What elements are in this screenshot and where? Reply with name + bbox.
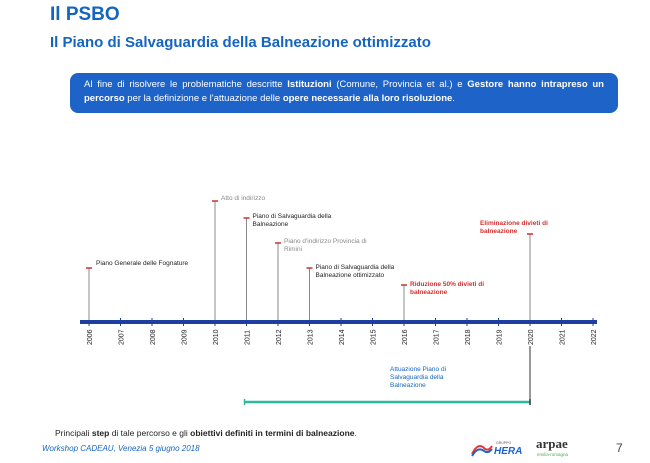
hera-logo-small: GRUPPO xyxy=(496,441,512,445)
banner-text: Al fine di risolvere le problematiche descritte xyxy=(84,79,288,90)
footer-note-bold: obiettivi definiti in termini di balneazione xyxy=(190,428,355,438)
year-label: 2019 xyxy=(496,329,504,345)
year-label: 2010 xyxy=(213,329,220,345)
event-label-text: Piano d'indirizzo Provincia di Rimini xyxy=(284,238,367,253)
year-label: 2016 xyxy=(402,329,409,345)
event-label-text: Piano Generale delle Fognature xyxy=(96,260,189,267)
banner-bold: Istituzioni xyxy=(287,79,332,90)
banner-text: . xyxy=(452,93,455,104)
event-label-text: Riduzione 50% divieti di balneazione xyxy=(410,281,485,296)
footer-note-text: . xyxy=(354,428,357,438)
footer-note xyxy=(55,428,357,438)
hera-logo-text: HERA xyxy=(494,446,522,457)
year-label: 2012 xyxy=(276,329,283,345)
span-label-text: Attuazione Piano di Salvaguardia della Balneazione xyxy=(390,366,447,389)
banner-text: (Comune, Provincia et al.) e xyxy=(331,79,468,90)
page-subtitle: Il Piano di Salvaguardia della Balneazione ottimizzato xyxy=(50,34,431,51)
year-label: 2006 xyxy=(87,329,94,345)
year-label: 2013 xyxy=(307,329,315,345)
year-label: 2008 xyxy=(150,329,157,345)
span-label xyxy=(390,366,480,396)
event-label xyxy=(410,281,500,311)
workshop-caption: Workshop CADEAU, Venezia 5 giugno 2018 xyxy=(42,444,200,453)
footer-note-bold: step xyxy=(91,428,110,438)
banner-bold: Gestore hanno intrapreso un percorso xyxy=(84,79,604,104)
year-label: 2009 xyxy=(181,329,189,345)
arpae-logo: arpae xyxy=(536,436,568,451)
page-number: 7 xyxy=(616,441,623,455)
year-label: 2018 xyxy=(465,329,472,345)
event-label xyxy=(316,264,411,294)
event-label-text: Eliminazione divieti di balneazione xyxy=(480,220,548,235)
year-label: 2022 xyxy=(591,329,598,345)
banner-bold: opere necessarie alla loro risoluzione xyxy=(282,93,453,104)
hera-logo xyxy=(470,438,522,458)
year-label: 2021 xyxy=(559,329,567,345)
event-label-text: Atto di indirizzo xyxy=(221,195,266,202)
year-label: 2017 xyxy=(433,329,441,345)
year-label: 2015 xyxy=(370,329,378,345)
event-label xyxy=(480,220,550,250)
event-label xyxy=(96,260,216,290)
event-label-text: Piano di Salvaguardia della Balneazione xyxy=(252,213,332,228)
page-title: Il PSBO xyxy=(50,4,120,25)
year-label: 2011 xyxy=(244,329,252,345)
year-label: 2014 xyxy=(339,329,346,345)
footer-note-text: Principali xyxy=(55,428,92,438)
timeline-axis xyxy=(80,320,597,324)
banner-text: per la definizione e l'attuazione delle xyxy=(124,93,283,104)
arpae-logo-sub: emilia-romagna xyxy=(537,452,569,457)
event-label-text: Piano di Salvaguardia della Balneazione ottimizzato xyxy=(315,264,395,279)
year-label: 2020 xyxy=(528,329,535,345)
year-label: 2007 xyxy=(118,329,126,345)
footer-note-text: di tale percorso e gli xyxy=(109,428,191,438)
